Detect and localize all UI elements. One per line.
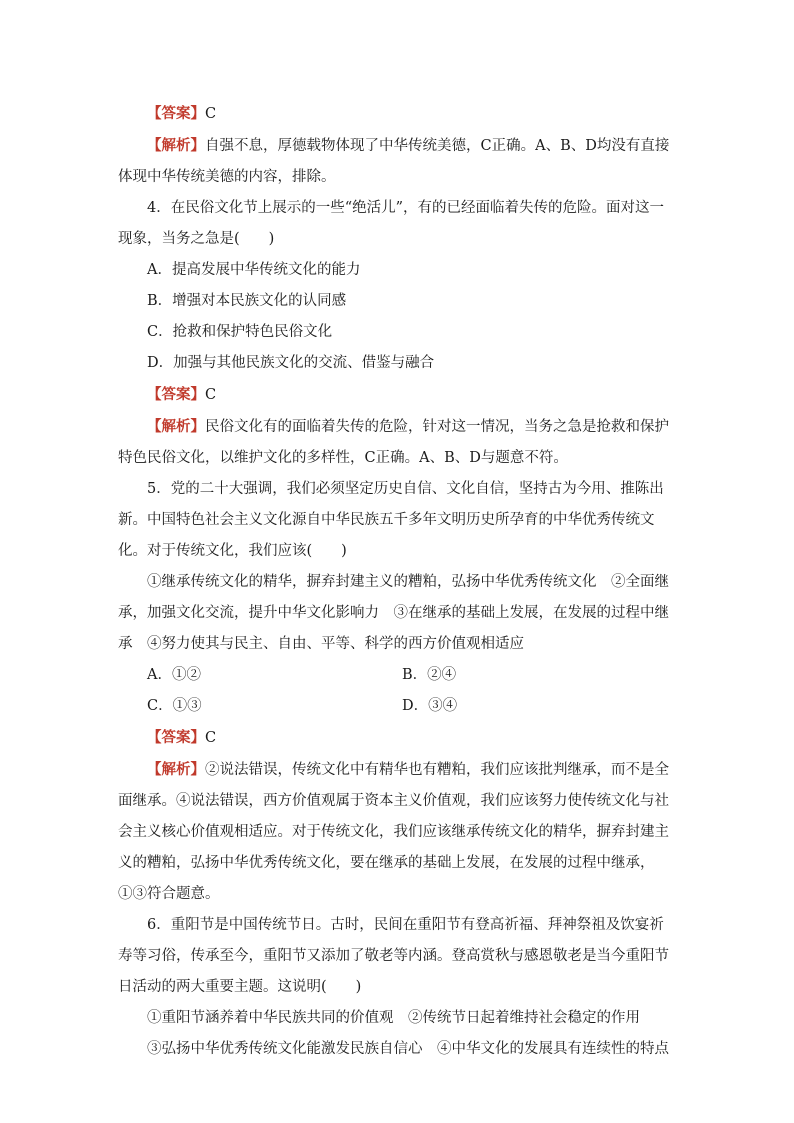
- analysis-label: 【解析】: [147, 761, 205, 778]
- q4-option-a: A．提高发展中华传统文化的能力: [147, 262, 361, 278]
- analysis-label: 【解析】: [147, 418, 205, 435]
- q4-option-b: B．增强对本民族文化的认同感: [147, 293, 347, 309]
- q5-option-c: C．①③: [147, 698, 202, 714]
- answer-q4: [118, 379, 678, 411]
- analysis-text: ②说法错误，传统文化中有精华也有糟粕，我们应该批判继承，而不是全面继承。④说法错误，西方价值观属于资本主义价值观，我们应该努力使传统文化与社会主义核心价值观相适应。对于传统文化，我们应该继承传统文化的精华，摒弃封建主义的糟粕，弘扬中华优秀传统文化，要在继承的基础上发展，在发展的过程中继承，①③符合题意。: [118, 762, 669, 902]
- q6-statement-line-1: ①重阳节涵养着中华民族共同的价值观 ②传统节日起着维持社会稳定的作用: [147, 1010, 640, 1026]
- answer-value: C: [205, 106, 217, 122]
- analysis-q5: [118, 754, 678, 910]
- q4-option-d: D．加强与其他民族文化的交流、借鉴与融合: [147, 355, 435, 371]
- answer-value: C: [205, 387, 217, 403]
- analysis-label: 【解析】: [147, 137, 205, 154]
- analysis-text: 民俗文化有的面临着失传的危险，针对这一情况，当务之急是抢救和保护特色民俗文化，以维护文化的多样性，C正确。A、B、D与题意不符。: [118, 419, 669, 466]
- q5-option-d: D．③④: [402, 698, 458, 714]
- answer-label: 【答案】: [147, 729, 205, 746]
- q5-option-b: B．②④: [402, 667, 457, 683]
- question-6-stem: 6．重阳节是中国传统节日。古时，民间在重阳节有登高祈福、拜神祭祖及饮宴祈寿等习俗，传承至今，重阳节又添加了敬老等内涵。登高赏秋与感恩敬老是当今重阳节日活动的两大重要主题。这说明( ): [118, 917, 669, 995]
- question-4-stem: 4．在民俗文化节上展示的一些“绝活儿”，有的已经面临着失传的危险。面对这一现象，当务之急是( ): [118, 200, 665, 247]
- analysis-text: 自强不息，厚德载物体现了中华传统美德，C正确。A、B、D均没有直接体现中华传统美德的内容，排除。: [118, 138, 670, 185]
- analysis-q4: [118, 411, 678, 474]
- answer-label: 【答案】: [147, 386, 205, 403]
- q5-options-row-1: [118, 660, 678, 691]
- q5-statements: ①继承传统文化的精华，摒弃封建主义的糟粕，弘扬中华优秀传统文化 ②全面继承，加强文化交流，提升中华文化影响力 ③在继承的基础上发展，在发展的过程中继承 ④努力使其与民主、自由、平等、科学的西方价值观相适应: [118, 574, 669, 652]
- question-5-stem: 5．党的二十大强调，我们必须坚定历史自信、文化自信，坚持古为今用、推陈出新。中国特色社会主义文化源自中华民族五千多年文明历史所孕育的中华优秀传统文化。对于传统文化，我们应该( ): [118, 481, 664, 559]
- answer-value: C: [205, 730, 217, 746]
- q5-option-a: A．①②: [147, 667, 201, 683]
- analysis-q3: [118, 130, 678, 193]
- answer-q5: [118, 722, 678, 754]
- q4-option-c: C．抢救和保护特色民俗文化: [147, 324, 333, 340]
- answer-label: 【答案】: [147, 105, 205, 122]
- document-body: [118, 98, 678, 1065]
- q6-statement-line-2: ③弘扬中华优秀传统文化能激发民族自信心 ④中华文化的发展具有连续性的特点: [147, 1041, 669, 1057]
- q5-options-row-2: [118, 691, 678, 722]
- answer-q3: [118, 98, 678, 130]
